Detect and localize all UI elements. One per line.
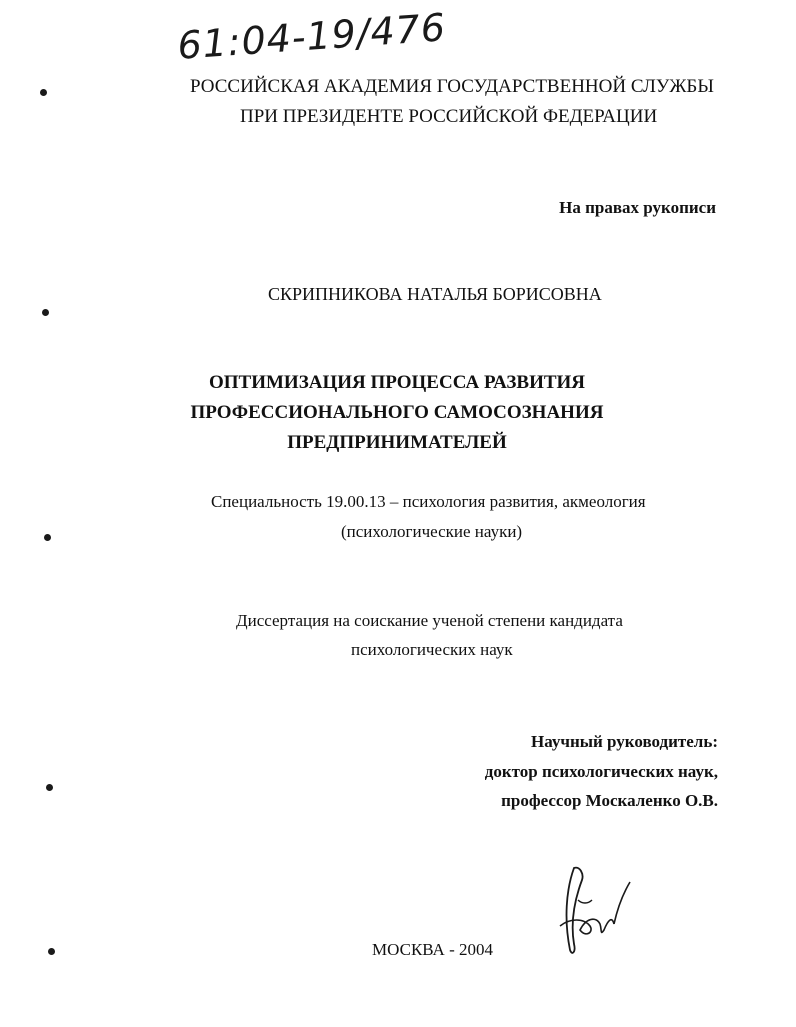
dissertation-line-1: Диссертация на соискание ученой степени кандидата — [236, 611, 623, 630]
city-year: МОСКВА - 2004 — [372, 940, 493, 959]
institution-line-2: ПРИ ПРЕЗИДЕНТЕ РОССИЙСКОЙ ФЕДЕРАЦИИ — [240, 106, 658, 127]
punch-hole-icon — [48, 948, 55, 955]
supervisor-label: Научный руководитель: — [531, 732, 718, 751]
signature-icon — [556, 860, 636, 960]
manuscript-note: На правах рукописи — [559, 198, 716, 217]
dissertation-line-2: психологических наук — [351, 640, 513, 659]
title-line-2: ПРОФЕССИОНАЛЬНОГО САМОСОЗНАНИЯ — [190, 402, 604, 423]
author-name: СКРИПНИКОВА НАТАЛЬЯ БОРИСОВНА — [268, 284, 602, 304]
title-line-1: ОПТИМИЗАЦИЯ ПРОЦЕССА РАЗВИТИЯ — [208, 372, 586, 393]
supervisor-degree: доктор психологических наук, — [484, 762, 718, 781]
punch-hole-icon — [40, 89, 47, 96]
institution-line-1: РОССИЙСКАЯ АКАДЕМИЯ ГОСУДАРСТВЕННОЙ СЛУЖБЫ — [190, 76, 714, 97]
specialty-line-1: Специальность 19.00.13 – психология развития, акмеология — [211, 492, 646, 511]
specialty-line-2: (психологические науки) — [341, 522, 523, 541]
punch-hole-icon — [46, 784, 53, 791]
supervisor-name: профессор Москаленко О.В. — [501, 791, 718, 810]
title-line-3: ПРЕДПРИНИМАТЕЛЕЙ — [287, 432, 507, 453]
registration-code: 61:04-19/476 — [176, 5, 448, 68]
punch-hole-icon — [44, 534, 51, 541]
punch-hole-icon — [42, 309, 49, 316]
